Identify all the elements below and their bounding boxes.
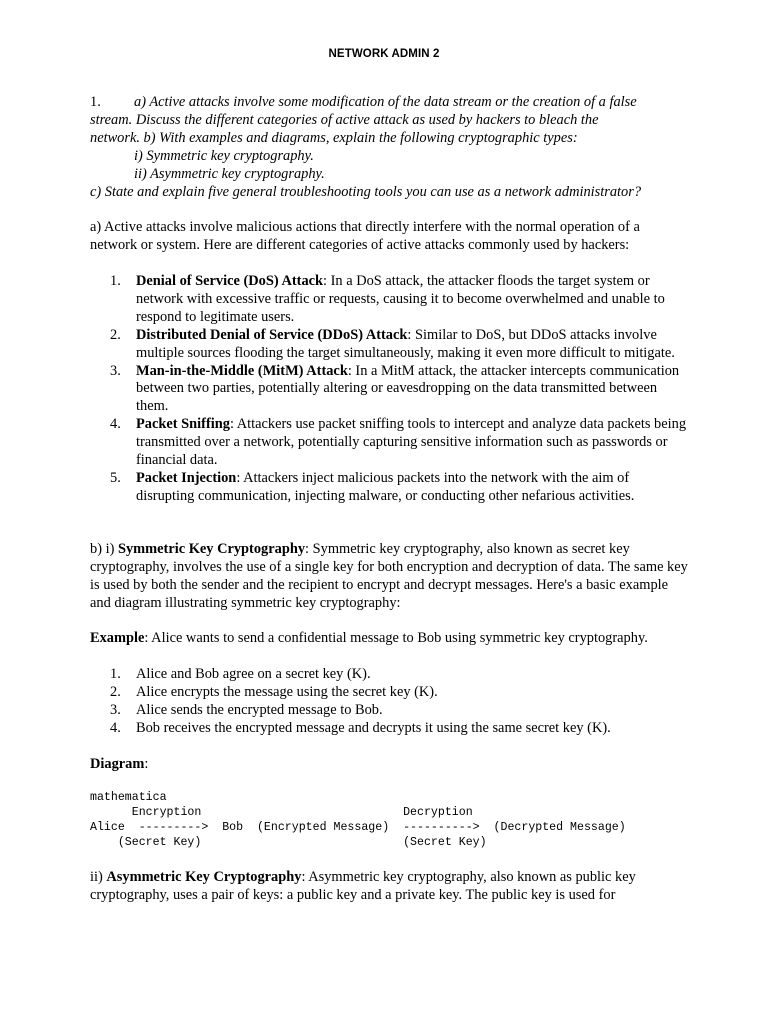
list-item: 2. Alice encrypts the message using the secret key (K).	[110, 683, 438, 700]
list-item: 5. Packet Injection: Attackers inject malicious packets into the network with the aim of disrupting communication, injecting malware, or conducting other nefarious activities.	[110, 469, 635, 504]
question-line-1: 1. a) Active attacks involve some modification of the data stream or the creation of a false	[90, 94, 637, 110]
diagram-code-block: mathematica Encryption Decryption Alice ---------> Bob (Encrypted Message) ----------> (Decrypted Message) (Secret Key) (Secret Key)	[90, 791, 626, 849]
question-block	[90, 94, 690, 201]
answer-a-intro: a) Active attacks involve malicious actions that directly interfere with the normal operation of a network or system. Here are different categories of active attacks commonly used by hackers:	[90, 219, 640, 253]
list-item: 1. Alice and Bob agree on a secret key (K).	[110, 666, 371, 682]
diagram-heading: Diagram:	[90, 756, 149, 772]
list-item: 3. Man-in-the-Middle (MitM) Attack: In a MitM attack, the attacker intercepts communication between two parties, potentially altering or eavesdropping on the data transmitted between them.	[110, 362, 680, 415]
question-number: 1.	[90, 94, 101, 110]
document-title: NETWORK ADMIN 2	[328, 48, 440, 60]
answer-b-i-paragraph: b) i) Symmetric Key Cryptography: Symmetric key cryptography, also known as secret key cryptography, involves the use of a single key for both encryption and decryption of data. The same key is used by both the sender and the recipient to encrypt and decrypt messages. Here's a basic example and diagram illustrating symmetric key cryptography:	[90, 541, 688, 611]
question-line-c: c) State and explain five general troubleshooting tools you can use as a network administrator?	[90, 183, 642, 200]
attack-list	[90, 273, 690, 506]
list-item: 4. Packet Sniffing: Attackers use packet sniffing tools to intercept and analyze data packets being transmitted over a network, potentially capturing sensitive information such as passwords or financial data.	[110, 416, 687, 469]
question-sub-i: i) Symmetric key cryptography.	[134, 147, 314, 164]
question-sub-ii: ii) Asymmetric key cryptography.	[134, 165, 325, 182]
answer-b-ii-paragraph: ii) Asymmetric Key Cryptography: Asymmetric key cryptography, also known as public key cryptography, uses a pair of keys: a public key and a private key. The public key is used for	[90, 869, 636, 903]
question-line-2: stream. Discuss the different categories of active attack as used by hackers to bleach the	[90, 111, 599, 128]
list-item: 3. Alice sends the encrypted message to Bob.	[110, 701, 383, 718]
example-paragraph: Example: Alice wants to send a confidential message to Bob using symmetric key cryptography.	[90, 630, 648, 646]
diagram-label: Diagram	[90, 756, 145, 772]
example-label: Example	[90, 630, 145, 646]
list-item: 1. Denial of Service (DoS) Attack: In a DoS attack, the attacker floods the target system or network with excessive traffic or requests, causing it to become overwhelmed and unable to respond to legitimate users.	[110, 273, 665, 325]
example-steps-list	[90, 666, 690, 738]
asymmetric-term: Asymmetric Key Cryptography	[106, 869, 302, 885]
symmetric-term: Symmetric Key Cryptography	[117, 541, 306, 557]
list-item: 2. Distributed Denial of Service (DDoS) Attack: Similar to DoS, but DDoS attacks involve multiple sources flooding the target simultaneously, making it even more difficult to mitigate.	[110, 326, 675, 361]
list-item: 4. Bob receives the encrypted message and decrypts it using the same secret key (K).	[110, 719, 611, 736]
question-line-3: network. b) With examples and diagrams, explain the following cryptographic types:	[90, 129, 578, 146]
